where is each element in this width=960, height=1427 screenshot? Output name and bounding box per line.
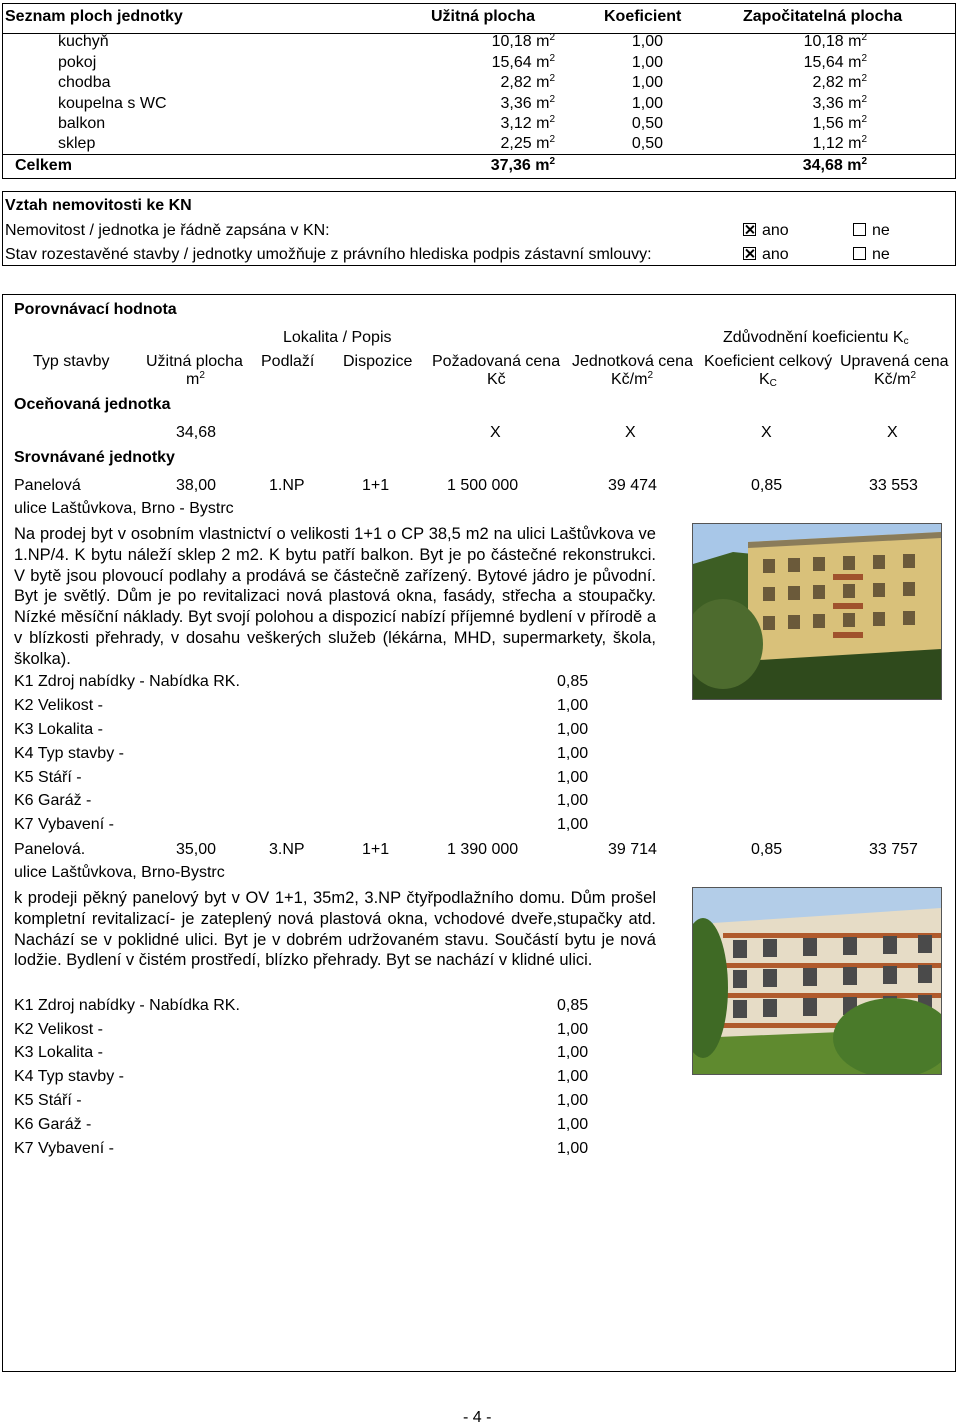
col-unit-price-unit: $Kč/m^2$ (611, 370, 654, 388)
unit1-type: Panelová (14, 477, 81, 494)
unit1-unit-price: 39 474 (608, 477, 657, 494)
col-asking-price-unit: Kč (487, 371, 506, 388)
area-table (2, 3, 956, 179)
usable-area: 3,12 $m^2$ (500, 114, 555, 132)
unit1-k7-label: K7 Vybavení - (14, 816, 114, 833)
cadastre-question-pledge: Stav rozestavěné stavby / jednotky umožňuje z právního hlediska podpis zástavní smlouvy: (5, 246, 652, 263)
room-name: sklep (58, 135, 96, 152)
area-row (3, 135, 955, 155)
checked-box-icon[interactable] (743, 247, 756, 260)
area-row (3, 33, 955, 53)
unit1-k6-label: K6 Garáž - (14, 792, 92, 809)
col-total-coefficient-symbol: $K_C$ (759, 371, 777, 389)
unit2-k1-value: 0,85 (557, 997, 589, 1014)
col-usable-area-unit: $m^2$ (186, 370, 205, 388)
unit2-k6-label: K6 Garáž - (14, 1116, 92, 1133)
compared-units-title: Srovnávané jednotky (14, 449, 175, 466)
unit2-k5-value: 1,00 (557, 1092, 589, 1109)
unit1-k4-value: 1,00 (557, 745, 589, 762)
valued-usable-area: 34,68 (176, 424, 217, 441)
room-name: kuchyň (58, 33, 109, 50)
pledge-no-option[interactable]: ne (853, 246, 890, 264)
unit2-k2-value: 1,00 (557, 1021, 589, 1038)
total-countable-area: 34,68 $m^2$ (802, 156, 867, 174)
unit2-asking-price: 1 390 000 (447, 841, 519, 858)
comparison-title: Porovnávací hodnota (14, 301, 177, 318)
room-name: balkon (58, 115, 106, 132)
col-adjusted-price-unit: $Kč/m^2$ (874, 370, 917, 388)
unit1-k3-value: 1,00 (557, 721, 589, 738)
countable-area: 10,18 $m^2$ (803, 32, 867, 50)
header-countable-area: Započitatelná plocha (743, 8, 903, 25)
header-usable-area: Užitná plocha (431, 8, 536, 25)
unit1-k2-label: K2 Velikost - (14, 697, 103, 714)
col-total-coefficient: Koeficient celkový (704, 353, 833, 370)
coefficient: 1,00 (631, 54, 663, 71)
cadastre-question-registered: Nemovitost / jednotka je řádně zapsána v KN: (5, 222, 330, 239)
unit1-k1-value: 0,85 (557, 673, 589, 690)
registered-no-option[interactable]: ne (853, 222, 890, 240)
unit2-unit-price: 39 714 (608, 841, 657, 858)
page-number: - 4 - (463, 1409, 492, 1426)
coefficient: 0,50 (631, 135, 663, 152)
unit2-k4-label: K4 Typ stavby - (14, 1068, 124, 1085)
col-layout: Dispozice (343, 353, 413, 370)
area-row (3, 115, 955, 135)
countable-area: 1,12 $m^2$ (812, 134, 867, 152)
coefficient: 0,50 (631, 115, 663, 132)
unit2-k3-label: K3 Lokalita - (14, 1044, 103, 1061)
unit2-usable-area: 35,00 (176, 841, 217, 858)
unit2-floor: 3.NP (269, 841, 305, 858)
area-row (3, 74, 955, 94)
unit2-address: ulice Laštůvkova, Brno-Bystrc (14, 864, 225, 881)
unit1-asking-price: 1 500 000 (447, 477, 519, 494)
countable-area: 2,82 $m^2$ (812, 73, 867, 91)
unit2-coefficient: 0,85 (751, 841, 783, 858)
unit2-description: k prodeji pěkný panelový byt v OV 1+1, 35m2, 3.NP čtyřpodlažního domu. Dům prošel kompletní revitalizací- je zateplený nová plastová okna, vchodové dveře,stupačky atd. Nachází se v poklidné ulici. Byt je v dobrém udržovaném stavu. Součástí bytu je nová lodžie. Bydlení v čistém prostředí, blízko přehrady. Byt se nachází v klidné ulici. (14, 889, 656, 970)
col-asking-price: Požadovaná cena (432, 353, 561, 370)
room-name: pokoj (58, 54, 97, 71)
unit2-k6-value: 1,00 (557, 1116, 589, 1133)
area-total-row (3, 154, 955, 177)
col-floor: Podlaží (261, 353, 315, 370)
unit2-k7-value: 1,00 (557, 1140, 589, 1157)
unit1-address: ulice Laštůvkova, Brno - Bystrc (14, 500, 234, 517)
unchecked-box-icon[interactable] (853, 247, 866, 260)
unit1-usable-area: 38,00 (176, 477, 217, 494)
unit2-k3-value: 1,00 (557, 1044, 589, 1061)
location-group-header: Lokalita / Popis (283, 329, 392, 346)
unit2-type: Panelová. (14, 841, 86, 858)
pledge-yes-option[interactable]: ano (743, 246, 789, 264)
coefficient-group-header: Zdůvodnění koeficientu $K_c$ (723, 329, 909, 347)
unit1-k4-label: K4 Typ stavby - (14, 745, 124, 762)
unit2-adjusted-price: 33 757 (869, 841, 918, 858)
valued-adjusted-price: X (887, 424, 898, 441)
usable-area: 2,82 $m^2$ (500, 73, 555, 91)
checked-box-icon[interactable] (743, 223, 756, 236)
coefficient: 1,00 (631, 95, 663, 112)
unit2-k7-label: K7 Vybavení - (14, 1140, 114, 1157)
coefficient: 1,00 (631, 74, 663, 91)
total-usable-area: 37,36 $m^2$ (490, 156, 555, 174)
unit2-building-photo (692, 887, 942, 1075)
cadastre-section (2, 191, 956, 266)
registered-yes-option[interactable]: ano (743, 222, 789, 240)
unit1-k6-value: 1,00 (557, 792, 589, 809)
col-usable-area: Užitná plocha (146, 353, 243, 370)
unit1-description: Na prodej byt v osobním vlastnictví o velikosti 1+1 o CP 38,5 m2 na ulici Laštůvkova ve 1.NP/4. K bytu náleží sklep 2 m2. K bytu patří balkon. Byt je po částečné rekonstrukci. V bytě jsou plovoucí podlahy a prodává se částečně zařízený. Bytové jádro je původní. Byt je světlý. Dům je po revitalizaci nová plastová okna, fasády, střecha a stoupačky. Nízké měsíční náklady. Byt svojí polohou a dispozicí nabízí příjemné bydlení v přírodě a v blízkosti přehrady, v dosahu veškerých služeb (lékárna, MHD, supermarkety, škola, školka). (14, 525, 656, 668)
unit1-floor: 1.NP (269, 477, 305, 494)
countable-area: 15,64 $m^2$ (803, 53, 867, 71)
col-unit-price: Jednotková cena (572, 353, 693, 370)
unit2-layout: 1+1 (362, 841, 390, 858)
valued-unit-price: X (625, 424, 636, 441)
unit1-adjusted-price: 33 553 (869, 477, 918, 494)
unchecked-box-icon[interactable] (853, 223, 866, 236)
unit1-layout: 1+1 (362, 477, 390, 494)
room-name: chodba (58, 74, 111, 91)
valued-asking-price: X (490, 424, 501, 441)
usable-area: 2,25 $m^2$ (500, 134, 555, 152)
area-row (3, 54, 955, 74)
unit1-k5-label: K5 Stáří - (14, 769, 82, 786)
room-name: koupelna s WC (58, 95, 167, 112)
header-unit-areas: Seznam ploch jednotky (5, 8, 183, 25)
unit1-coefficient: 0,85 (751, 477, 783, 494)
unit2-k1-label: K1 Zdroj nabídky - Nabídka RK. (14, 997, 240, 1014)
unit1-building-photo (692, 523, 942, 700)
unit1-k3-label: K3 Lokalita - (14, 721, 103, 738)
coefficient: 1,00 (631, 33, 663, 50)
unit1-k2-value: 1,00 (557, 697, 589, 714)
unit1-k5-value: 1,00 (557, 769, 589, 786)
unit1-k7-value: 1,00 (557, 816, 589, 833)
area-table-header (3, 8, 955, 34)
col-adjusted-price: Upravená cena (840, 353, 949, 370)
total-label: Celkem (15, 157, 72, 174)
usable-area: 10,18 $m^2$ (491, 32, 555, 50)
area-row (3, 95, 955, 115)
unit2-k2-label: K2 Velikost - (14, 1021, 103, 1038)
unit2-k5-label: K5 Stáří - (14, 1092, 82, 1109)
valued-coefficient: X (761, 424, 772, 441)
countable-area: 1,56 $m^2$ (812, 114, 867, 132)
cadastre-title: Vztah nemovitosti ke KN (5, 197, 192, 214)
unit1-k1-label: K1 Zdroj nabídky - Nabídka RK. (14, 673, 240, 690)
usable-area: 3,36 $m^2$ (500, 94, 555, 112)
col-building-type: Typ stavby (33, 353, 110, 370)
header-coefficient: Koeficient (604, 8, 682, 25)
valued-unit-title: Oceňovaná jednotka (14, 396, 171, 413)
unit2-k4-value: 1,00 (557, 1068, 589, 1085)
usable-area: 15,64 $m^2$ (491, 53, 555, 71)
countable-area: 3,36 $m^2$ (812, 94, 867, 112)
